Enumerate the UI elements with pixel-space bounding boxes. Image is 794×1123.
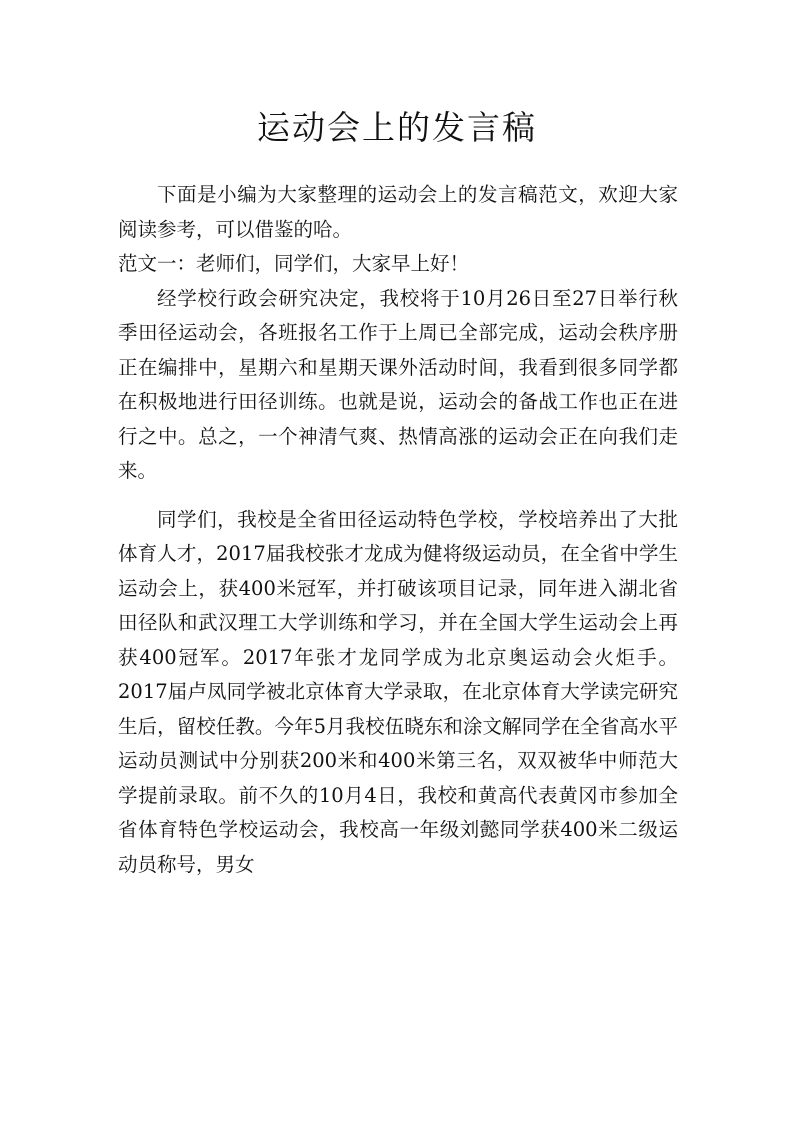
document-title: 运动会上的发言稿 <box>257 108 537 147</box>
document-body <box>118 178 678 882</box>
body-paragraph-1: 经学校行政会研究决定，我校将于10月26日至27日举行秋季田径运动会，各班报名工作于上周已全部完成，运动会秩序册正在编排中，星期六和星期天课外活动时间，我看到很多同学都在积极地进行田径训练。也就是说，运动会的备战工作也正在进行之中。总之，一个神清气爽、热情高涨的运动会正在向我们走来。 <box>118 286 678 482</box>
greeting-line: 范文一：老师们，同学们，大家早上好！ <box>118 252 470 275</box>
intro-paragraph: 下面是小编为大家整理的运动会上的发言稿范文，欢迎大家阅读参考，可以借鉴的哈。 <box>118 183 678 241</box>
body-paragraph-2: 同学们，我校是全省田径运动特色学校，学校培养出了大批体育人才，2017届我校张才龙成为健将级运动员，在全省中学生运动会上，获400米冠军，并打破该项目记录，同年进入湖北省田径队和武汉理工大学训练和学习，并在全国大学生运动会上再获400冠军。2017年张才龙同学成为北京奥运动会火炬手。2017届卢凤同学被北京体育大学录取，在北京体育大学读完研究生后，留校任教。今年5月我校伍晓东和涂文解同学在全省高水平运动员测试中分别获200米和400米第三名，双双被华中师范大学提前录取。前不久的10月4日，我校和黄高代表黄冈市参加全省体育特色学校运动会，我校高一年级刘懿同学获400米二级运动员称号，男女 <box>118 507 678 876</box>
